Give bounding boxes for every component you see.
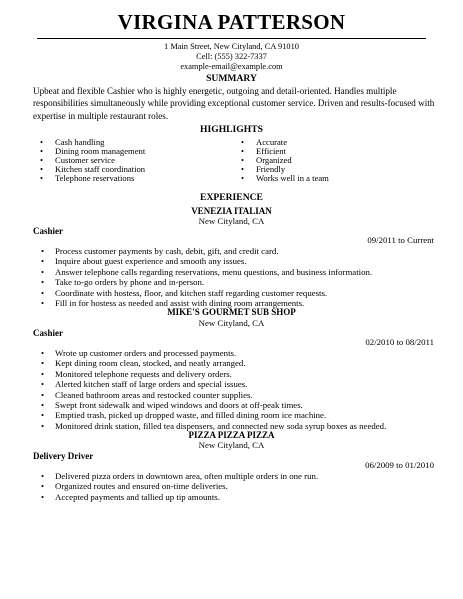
highlight-item-text: Kitchen staff coordination: [55, 164, 146, 175]
bullet-icon: •: [41, 348, 45, 358]
duty-item-text: Wrote up customer orders and processed payments.: [55, 348, 237, 358]
bullet-icon: •: [41, 266, 45, 277]
job-1-location: New Cityland, CA: [198, 216, 265, 226]
bullet-icon: •: [41, 491, 45, 502]
bullet-icon: •: [41, 481, 45, 492]
highlight-item-text: Telephone reservations: [55, 173, 135, 184]
bullet-icon: •: [241, 164, 245, 175]
duty-item: [41, 246, 372, 256]
duty-item: [41, 410, 386, 420]
bullet-icon: •: [241, 146, 245, 157]
bullet-icon: •: [40, 146, 44, 157]
highlights-heading: HIGHLIGHTS: [200, 124, 263, 135]
job-1-duties: [41, 246, 372, 308]
bullet-icon: •: [41, 399, 45, 410]
job-3-dates: 06/2009 to 01/2010: [365, 460, 434, 470]
duty-item-text: Monitored telephone requests and delivery orders.: [55, 368, 232, 379]
highlight-item-text: Friendly: [256, 164, 286, 175]
duty-item: [41, 369, 386, 379]
job-2-dates: 02/2010 to 08/2011: [365, 337, 434, 347]
duty-item: [41, 481, 318, 491]
highlight-item: [241, 174, 329, 183]
duty-item-text: Accepted payments and tallied up tip amounts.: [55, 491, 220, 502]
job-2-location: New Cityland, CA: [198, 318, 265, 328]
highlight-item-text: Customer service: [55, 155, 115, 166]
bullet-icon: •: [41, 379, 45, 390]
highlight-item-text: Organized: [256, 155, 292, 166]
bullet-icon: •: [41, 368, 45, 379]
duty-item: [41, 492, 318, 502]
duty-item-text: Organized routes and ensured on-time deliveries.: [55, 481, 228, 492]
contact-email: example-email@example.com: [180, 62, 283, 71]
header-divider: [37, 38, 426, 39]
bullet-icon: •: [41, 410, 45, 421]
duty-item-text: Alerted kitchen staff of large orders and special issues.: [55, 379, 248, 390]
job-2-duties: [41, 348, 386, 431]
duty-item: [41, 277, 372, 287]
bullet-icon: •: [40, 173, 44, 184]
duty-item: [41, 400, 386, 410]
highlight-item-text: Works well in a team: [256, 173, 329, 184]
contact-address: 1 Main Street, New Cityland, CA 91010: [164, 42, 299, 51]
bullet-icon: •: [41, 277, 45, 288]
candidate-name: VIRGINA PATTERSON: [117, 10, 346, 34]
duty-item-text: Coordinate with hostess, floor, and kitchen staff regarding customer requests.: [55, 287, 328, 298]
duty-item-text: Inquire about guest experience and smooth any issues.: [55, 256, 247, 267]
bullet-icon: •: [41, 297, 45, 308]
bullet-icon: •: [40, 155, 44, 166]
bullet-icon: •: [241, 155, 245, 166]
duty-item: [41, 288, 372, 298]
bullet-icon: •: [41, 287, 45, 298]
duty-item: [41, 471, 318, 481]
highlight-item-text: Dining room management: [55, 146, 146, 157]
duty-item-text: Fill in for hostess as needed and assist with dining room arrangements.: [55, 297, 305, 308]
duty-item-text: Answer telephone calls regarding reservations, menu questions, and business information.: [55, 266, 373, 277]
duty-item-text: Cleaned bathroom areas and restocked counter supplies.: [55, 389, 253, 400]
bullet-icon: •: [41, 246, 45, 256]
job-1-dates: 09/2011 to Current: [367, 235, 434, 245]
duty-item: [41, 348, 386, 358]
job-3-employer: PIZZA PIZZA PIZZA: [188, 430, 275, 440]
duty-item: [41, 358, 386, 368]
bullet-icon: •: [241, 137, 245, 147]
duty-item: [41, 267, 372, 277]
experience-heading: EXPERIENCE: [200, 192, 263, 203]
duty-item-text: Take to-go orders by phone and in-person.: [55, 277, 205, 288]
bullet-icon: •: [41, 420, 45, 431]
duty-item: [41, 256, 372, 266]
bullet-icon: •: [40, 137, 44, 147]
contact-phone: Cell: (555) 322-7337: [196, 52, 267, 61]
bullet-icon: •: [40, 164, 44, 175]
job-3-location: New Cityland, CA: [198, 440, 265, 450]
job-2-title: Cashier: [33, 328, 63, 338]
highlight-item-text: Accurate: [256, 137, 288, 147]
duty-item: [41, 379, 386, 389]
job-1-employer: VENEZIA ITALIAN: [191, 206, 272, 216]
duty-item-text: Process customer payments by cash, debit, gift, and credit card.: [55, 246, 279, 256]
job-3-title: Delivery Driver: [33, 451, 94, 461]
job-1-title: Cashier: [33, 226, 63, 236]
duty-item-text: Delivered pizza orders in downtown area, often multiple orders in one run.: [55, 471, 319, 481]
duty-item-text: Monitored drink station, filled tea dispensers, and connected new soda syrup boxes as needed.: [55, 420, 387, 431]
bullet-icon: •: [41, 358, 45, 369]
duty-item: [41, 390, 386, 400]
bullet-icon: •: [241, 173, 245, 184]
job-3-duties: [41, 471, 318, 502]
highlight-item: [40, 174, 145, 183]
highlight-item-text: Efficient: [256, 146, 286, 157]
summary-text: Upbeat and flexible Cashier who is highly energetic, outgoing and detail-oriented. Handles multiple responsibilities simultaneously while providing exceptional customer service. Driven and results-focused with expertise in multiple restaurant roles.: [33, 86, 435, 121]
job-2-employer: MIKE'S GOURMET SUB SHOP: [167, 307, 296, 317]
duty-item-text: Kept dining room clean, stocked, and neatly arranged.: [55, 358, 246, 369]
highlight-item-text: Cash handling: [55, 137, 105, 147]
bullet-icon: •: [41, 471, 45, 481]
bullet-icon: •: [41, 389, 45, 400]
duty-item-text: Swept front sidewalk and wiped windows and doors at off-peak times.: [55, 399, 303, 410]
duty-item-text: Emptied trash, picked up dropped waste, and filled dining room ice machine.: [55, 410, 327, 421]
highlights-left-list: [40, 138, 145, 183]
bullet-icon: •: [41, 256, 45, 267]
highlights-right-list: [241, 138, 329, 183]
summary-heading: SUMMARY: [206, 73, 257, 84]
